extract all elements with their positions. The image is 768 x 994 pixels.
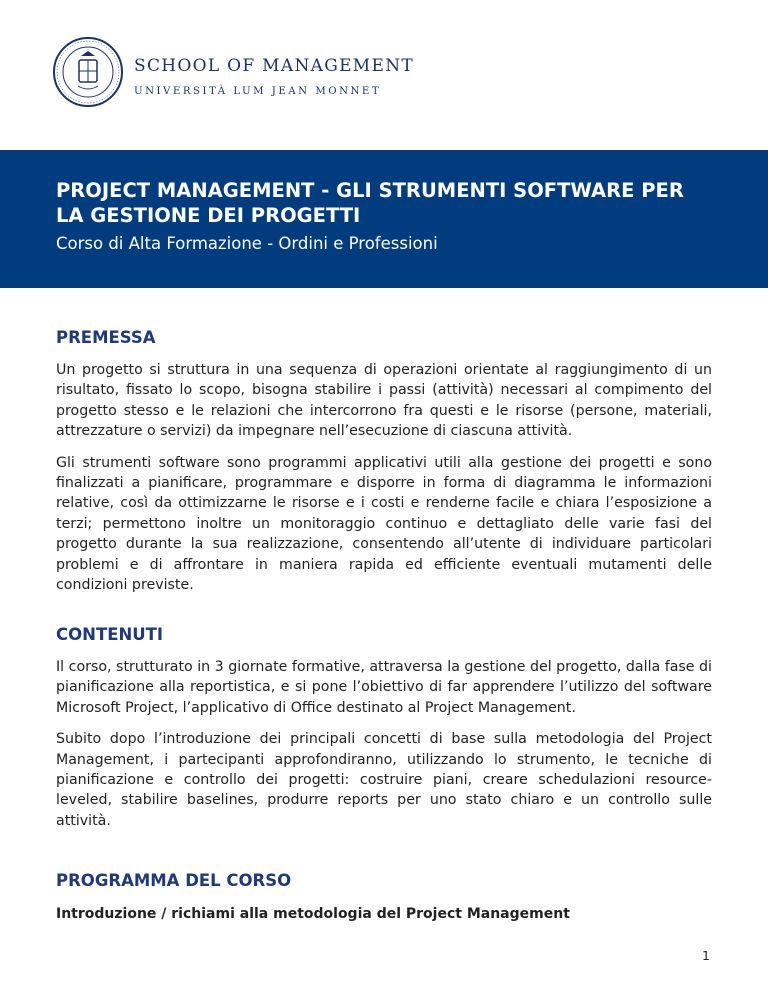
premessa-paragraph: Gli strumenti software sono programmi applicativi utili alla gestione dei progetti e sono finalizzati a pianificare, programmare e disporre in forma di diagramma le informazioni relative, così da ottimizzarne le risorse e i costi e renderne facile e chiara l’esposizione a terzi; permettono inoltre un monitoraggio continuo e dettagliato delle varie fasi del progetto durante la sua realizzazione, consentendo all’utente di individuare particolari problemi e di affrontare in maniera rapida ed efficiente eventuali mutamenti delle condizioni previste. <box>56 454 712 594</box>
school-name: SCHOOL OF MANAGEMENT <box>134 56 415 76</box>
course-subtitle: Corso di Alta Formazione - Ordini e Professioni <box>56 234 438 253</box>
course-banner <box>0 150 768 288</box>
contenuti-paragraph: Subito dopo l’introduzione dei principali concetti di base sulla metodologia del Project Management, i partecipanti approfondiranno, utilizzando lo strumento, le tecniche di pianificazione e controllo dei progetti: costruire piani, creare schedulazioni resource-leveled, stabilire baselines, produrre reports per uno stato chiaro e un controllo sulle attività. <box>56 731 712 829</box>
course-title: PROJECT MANAGEMENT - GLI STRUMENTI SOFTWARE PER LA GESTIONE DEI PROGETTI <box>56 179 684 227</box>
premessa-paragraph: Un progetto si struttura in una sequenza di operazioni orientate al raggiungimento di un risultato, fissato lo scopo, bisogna stabilire i passi (attività) necessari al compimento del progetto stesso e le relazioni che intercorrono fra questi e le risorse (persone, materiali, attrezzature o servizi) da impegnare nell’esecuzione di ciascuna attività. <box>56 362 712 440</box>
contenuti-section <box>56 625 712 831</box>
page-number: 1 <box>702 948 710 963</box>
university-seal-icon <box>52 36 124 108</box>
premessa-heading: PREMESSA <box>56 328 156 347</box>
programma-subheading: Introduzione / richiami alla metodologia del Project Management <box>56 906 570 922</box>
programma-section <box>56 871 712 922</box>
school-logo <box>52 36 422 108</box>
programma-heading: PROGRAMMA DEL CORSO <box>56 871 292 890</box>
contenuti-heading: CONTENUTI <box>56 625 164 644</box>
premessa-section <box>56 328 712 595</box>
contenuti-paragraph: Il corso, strutturato in 3 giornate formative, attraversa la gestione del progetto, dalla fase di pianificazione alla reportistica, e si pone l’obiettivo di far apprendere l’utilizzo del software Microsoft Project, l’applicativo di Office destinato al Project Management. <box>56 659 712 716</box>
university-name: UNIVERSITÀ LUM JEAN MONNET <box>134 86 382 97</box>
